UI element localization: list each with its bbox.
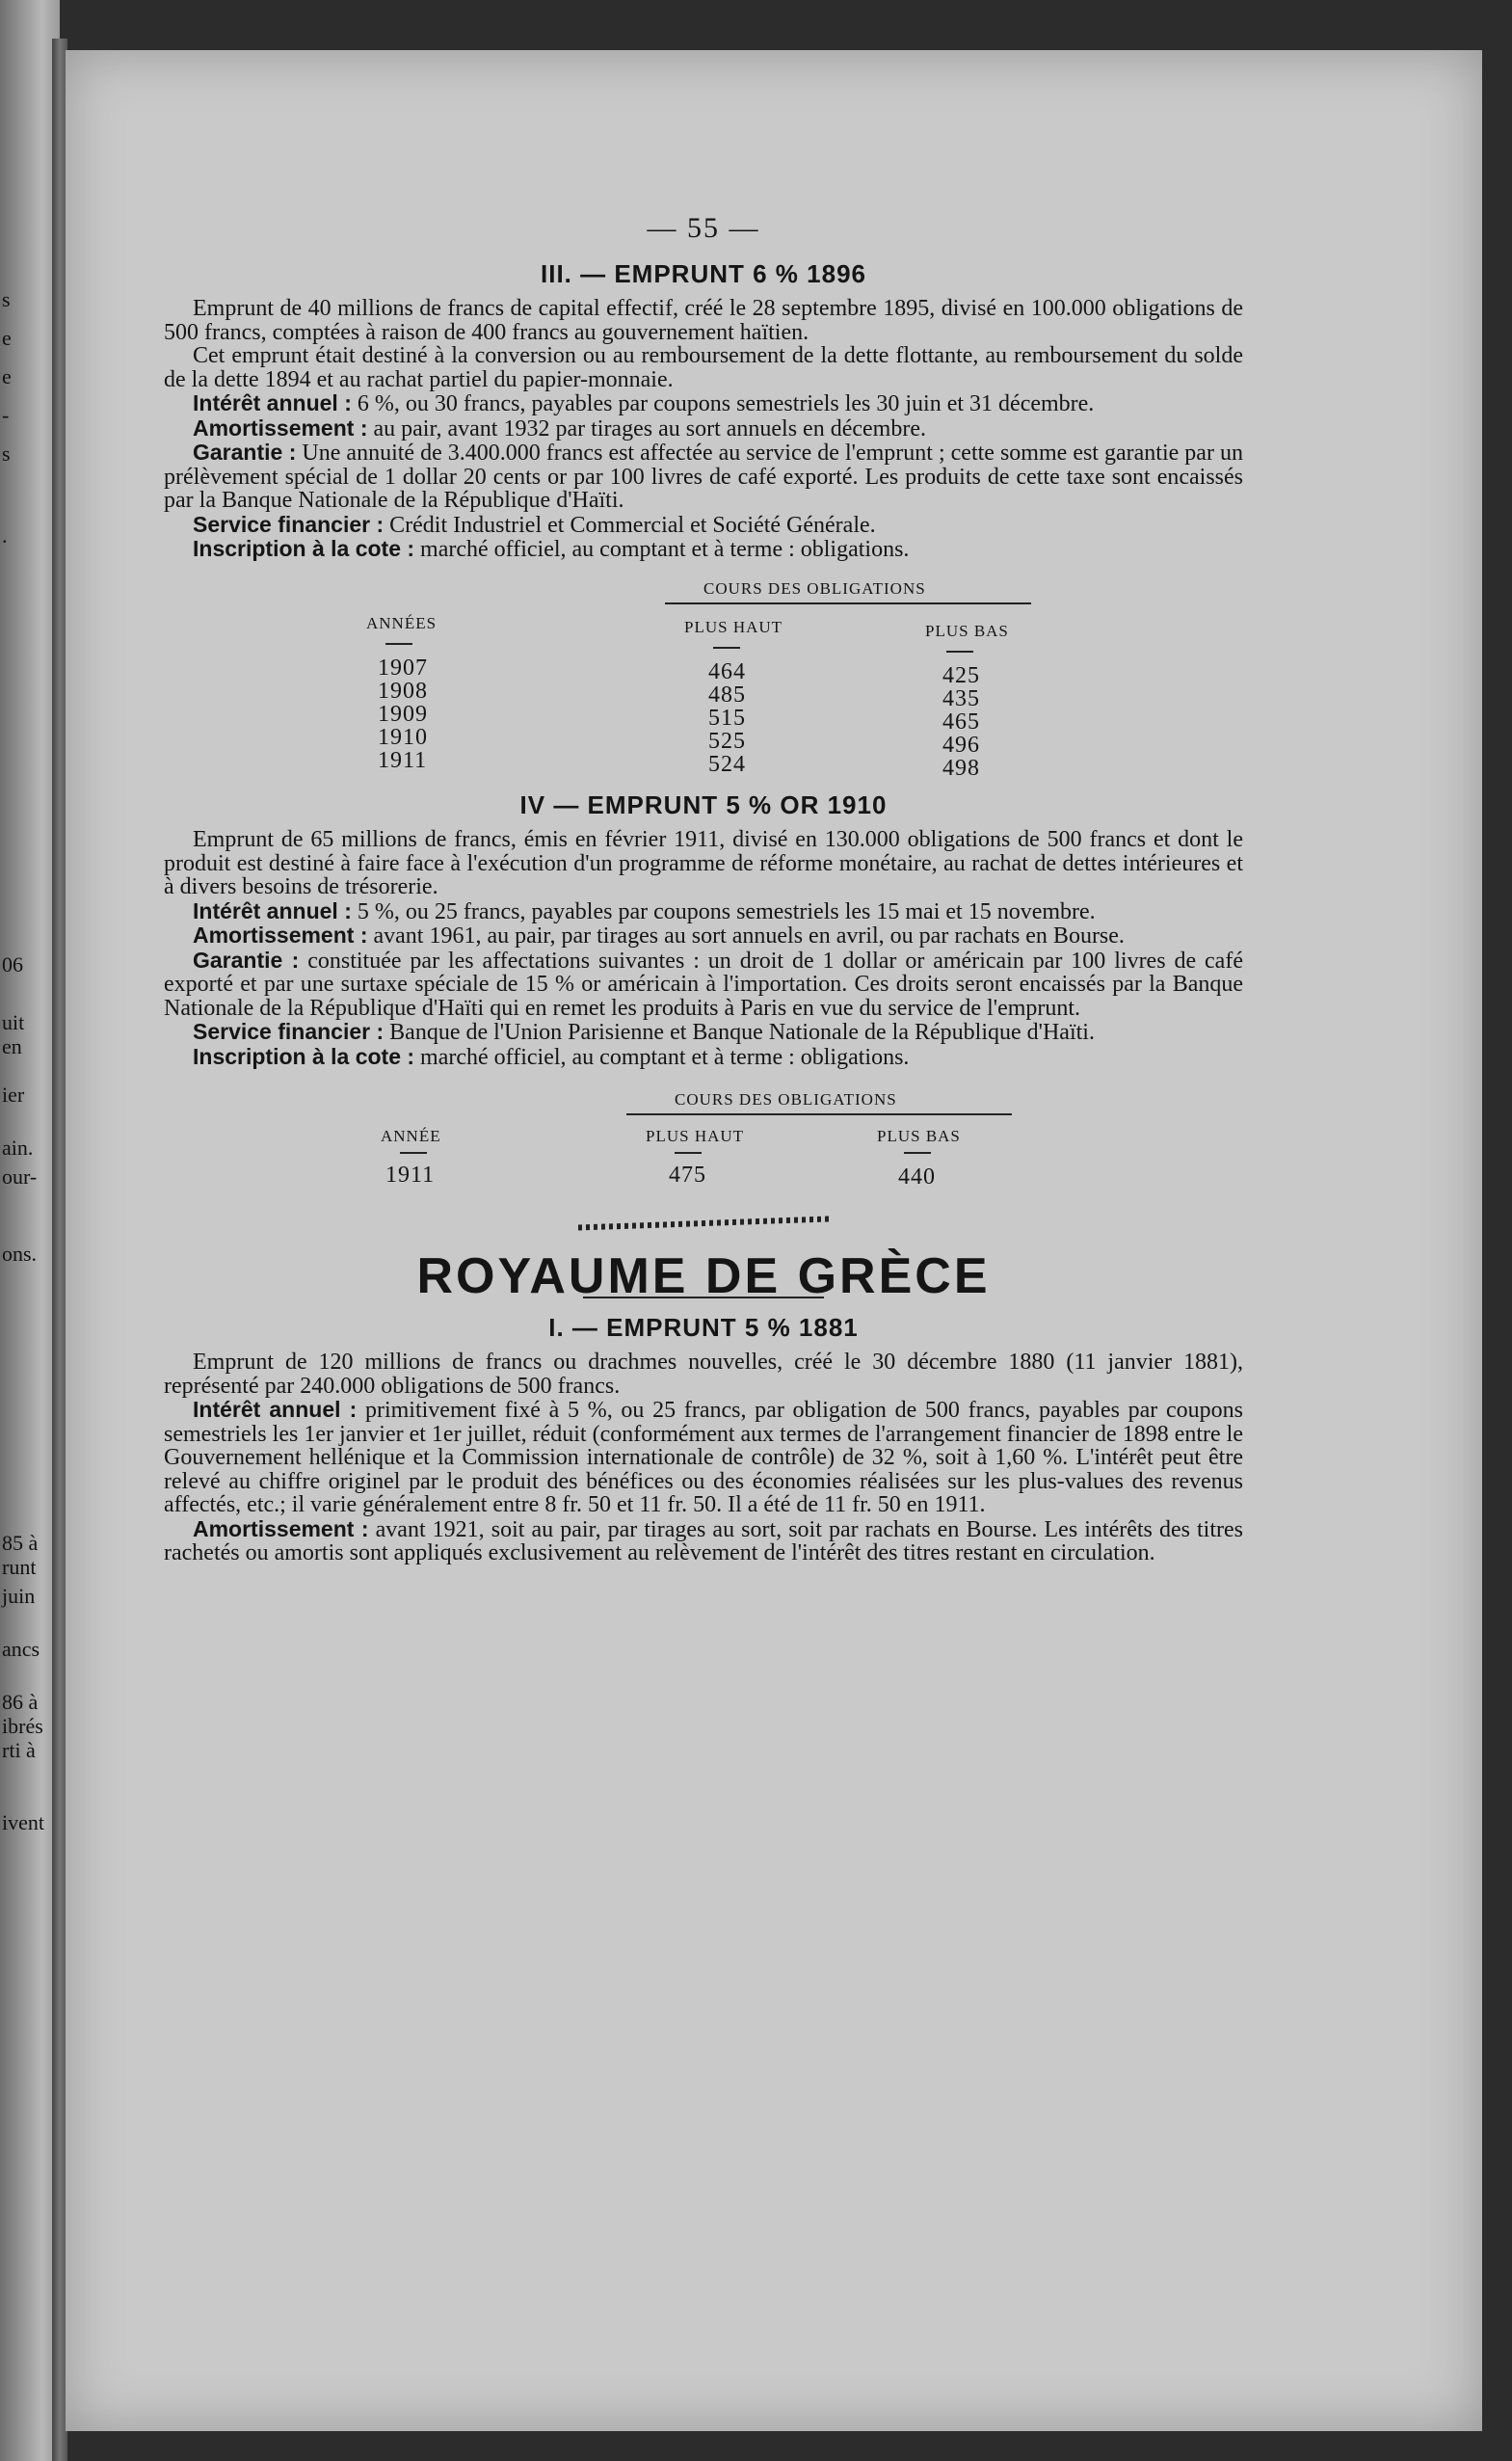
col-header-year: ANNÉE xyxy=(381,1127,441,1145)
clause-text: Banque de l'Union Parisienne et Banque Nationale de la République d'Haïti. xyxy=(384,1020,1095,1045)
inscription-clause xyxy=(164,537,1243,562)
facing-page-fragment: 06 xyxy=(2,952,23,976)
service-clause xyxy=(164,513,1243,538)
clause-text: Crédit Industriel et Commercial et Société Générale. xyxy=(384,512,876,538)
facing-page-fragment: ancs xyxy=(2,1637,40,1661)
clause-text: 6 %, ou 30 francs, payables par coupons semestriels les 30 juin et 31 décembre. xyxy=(351,391,1095,416)
amortissement-clause xyxy=(164,416,1243,441)
clause-text: au pair, avant 1932 par tirages au sort annuels en décembre. xyxy=(367,415,926,441)
facing-page-fragment: - xyxy=(2,403,10,427)
facing-page-fragment: en xyxy=(2,1034,22,1058)
high-column xyxy=(708,660,746,776)
low-cell: 425 xyxy=(942,662,980,688)
paragraph: Cet emprunt était destiné à la conversion ou au remboursement de la dette flottante, au remboursement du solde de la dette 1894 et au rachat partiel du papier-monnaie. xyxy=(164,343,1243,392)
low-column xyxy=(942,664,980,780)
clause-label: Service financier : xyxy=(193,511,385,537)
paragraph: Emprunt de 40 millions de francs de capital effectif, créé le 28 septembre 1895, divisé en 100.000 obligations de 500 francs, comptées à raison de 400 francs au gouvernement haïtien. xyxy=(164,296,1243,345)
facing-page-fragment: ivent xyxy=(2,1810,44,1834)
clause-text: avant 1921, soit au pair, par tirages au sort, soit par rachats en Bourse. Les intérêts des titres rachetés ou amortis sont appliqués exclusivement au relèvement de l'intérêt des titres restant en circulation. xyxy=(164,1516,1243,1565)
col-dash xyxy=(385,643,412,645)
interet-clause xyxy=(164,899,1243,924)
clause-label: Garantie : xyxy=(193,440,297,465)
inscription-clause xyxy=(164,1045,1243,1070)
year-cell: 1908 xyxy=(378,678,428,704)
clause-label: Amortissement : xyxy=(193,923,368,948)
table-caption: COURS DES OBLIGATIONS xyxy=(703,578,926,598)
low-cell: 498 xyxy=(942,755,980,781)
low-cell: 465 xyxy=(942,709,980,735)
high-cell: 464 xyxy=(708,658,746,684)
clause-label: Amortissement : xyxy=(193,415,368,441)
facing-page-fragment: ibrés xyxy=(2,1714,43,1738)
facing-page-fragment: uit xyxy=(2,1010,25,1034)
high-cell: 515 xyxy=(708,705,746,731)
high-cell: 524 xyxy=(708,751,746,777)
facing-page-fragment: ain. xyxy=(2,1136,34,1160)
col-dash xyxy=(675,1152,702,1154)
years-column xyxy=(378,656,428,772)
low-cell: 440 xyxy=(898,1164,936,1190)
section-title-grece-i: I. — EMPRUNT 5 % 1881 xyxy=(548,1312,859,1342)
col-header-low: PLUS BAS xyxy=(877,1127,961,1145)
price-table-1910 xyxy=(164,1084,1243,1195)
clause-label: Inscription à la cote : xyxy=(193,536,415,561)
clause-label: Service financier : xyxy=(193,1019,385,1044)
col-header-low: PLUS BAS xyxy=(925,621,1009,640)
clause-label: Amortissement : xyxy=(193,1515,369,1541)
garantie-clause xyxy=(164,949,1243,1021)
facing-page-fragment: 85 à xyxy=(2,1531,39,1555)
col-header-high: PLUS HAUT xyxy=(684,617,783,636)
facing-page-fragment: s xyxy=(2,287,11,311)
garantie-clause xyxy=(164,441,1243,513)
page-number: — 55 — xyxy=(647,212,760,244)
ornament-rule xyxy=(578,1216,829,1230)
high-cell: 475 xyxy=(669,1163,706,1188)
clause-text: marché officiel, au comptant et à terme : obligations. xyxy=(414,537,910,562)
clause-label: Inscription à la cote : xyxy=(193,1043,415,1069)
col-header-high: PLUS HAUT xyxy=(646,1127,745,1145)
service-clause xyxy=(164,1020,1243,1045)
high-cell: 525 xyxy=(708,728,746,754)
clause-text: primitivement fixé à 5 %, ou 25 francs, par obligation de 500 francs, payables par coupons semestriels les 1er janvier et 1er juillet, réduit (conformément aux termes de l'arrangement financier de 1898 entre le Gouvernement hellénique et la Commission internationale de contrôle) de 32 %, soit à 1,60 %. L'intérêt peut être relevé au chiffre originel par le produit des bénéfices ou des économies réalisées sur les plus-values des revenus affectés, etc.; il varie généralement entre 8 fr. 50 et 11 fr. 50. Il a été de 11 fr. 50 en 1911. xyxy=(164,1398,1243,1517)
year-cell: 1909 xyxy=(378,701,428,727)
paragraph: Emprunt de 120 millions de francs ou drachmes nouvelles, créé le 30 décembre 1880 (11 janvier 1881), représenté par 240.000 obligations de 500 francs. xyxy=(164,1350,1243,1399)
table-caption: COURS DES OBLIGATIONS xyxy=(675,1090,897,1109)
paragraph: Emprunt de 65 millions de francs, émis en février 1911, divisé en 130.000 obligations de 500 francs et dont le produit est destiné à faire face à l'exécution d'un programme de réforme monétaire, au rachat de dettes intérieures et à divers besoins de trésorerie. xyxy=(164,827,1243,899)
year-cell: 1907 xyxy=(378,655,428,681)
facing-page-fragment: . xyxy=(2,523,8,548)
col-dash xyxy=(713,647,740,649)
facing-page-fragment: ons. xyxy=(2,1242,38,1266)
interet-clause xyxy=(164,391,1243,416)
year-cell: 1910 xyxy=(378,724,428,750)
interet-clause xyxy=(164,1398,1243,1517)
low-cell: 496 xyxy=(942,732,980,758)
facing-page-fragment: juin xyxy=(2,1584,36,1608)
clause-label: Intérêt annuel : xyxy=(193,390,352,415)
col-dash xyxy=(904,1152,931,1154)
clause-text: Une annuité de 3.400.000 francs est affectée au service de l'emprunt ; cette somme est garantie par un prélèvement spécial de 1 dollar 20 cents or par 100 livres de café exporté. Les produits de cette taxe sont encaissés par la Banque Nationale de la République d'Haïti. xyxy=(164,441,1243,513)
amortissement-clause xyxy=(164,1517,1243,1565)
clause-text: avant 1961, au pair, par tirages au sort annuels en avril, ou par rachats en Bourse. xyxy=(367,923,1125,949)
clause-text: 5 %, ou 25 francs, payables par coupons semestriels les 15 mai et 15 novembre. xyxy=(351,898,1096,924)
caption-brace xyxy=(626,1113,1012,1115)
low-cell: 435 xyxy=(942,685,980,711)
page-content xyxy=(164,212,1243,1565)
clause-label: Intérêt annuel : xyxy=(193,1397,358,1422)
facing-page-fragment: s xyxy=(2,441,11,466)
year-cell: 1911 xyxy=(385,1163,436,1188)
clause-text: constituée par les affectations suivantes : un droit de 1 dollar or américain par 100 livres de café exporté et par une surtaxe spéciale de 15 % or américain à l'importation. Ces droits seront encaissés par la Banque Nationale de la République d'Haïti qui en remet les produits à Paris en vue du service de l'emprunt. xyxy=(164,948,1243,1021)
facing-page-fragment: e xyxy=(2,326,12,350)
col-dash xyxy=(400,1152,427,1154)
facing-page-fragment: ier xyxy=(2,1083,25,1107)
facing-page-fragment: rti à xyxy=(2,1738,36,1762)
high-cell: 485 xyxy=(708,682,746,708)
col-dash xyxy=(946,651,973,653)
clause-label: Garantie : xyxy=(193,947,300,973)
clause-text: marché officiel, au comptant et à terme : obligations. xyxy=(414,1044,910,1070)
amortissement-clause xyxy=(164,923,1243,949)
facing-page-fragment: 86 à xyxy=(2,1690,39,1714)
facing-page-fragment: e xyxy=(2,364,12,388)
chapter-title: ROYAUME DE GRÈCE xyxy=(416,1248,991,1304)
facing-page-fragment: our- xyxy=(2,1164,38,1189)
year-cell: 1911 xyxy=(378,747,428,773)
price-table-1896 xyxy=(164,574,1243,781)
section-title-iii: III. — EMPRUNT 6 % 1896 xyxy=(541,258,866,288)
facing-page-fragment: runt xyxy=(2,1555,37,1579)
col-header-years: ANNÉES xyxy=(366,613,438,632)
caption-brace xyxy=(665,602,1031,604)
section-title-iv: IV — EMPRUNT 5 % OR 1910 xyxy=(519,789,888,819)
clause-label: Intérêt annuel : xyxy=(193,897,352,923)
